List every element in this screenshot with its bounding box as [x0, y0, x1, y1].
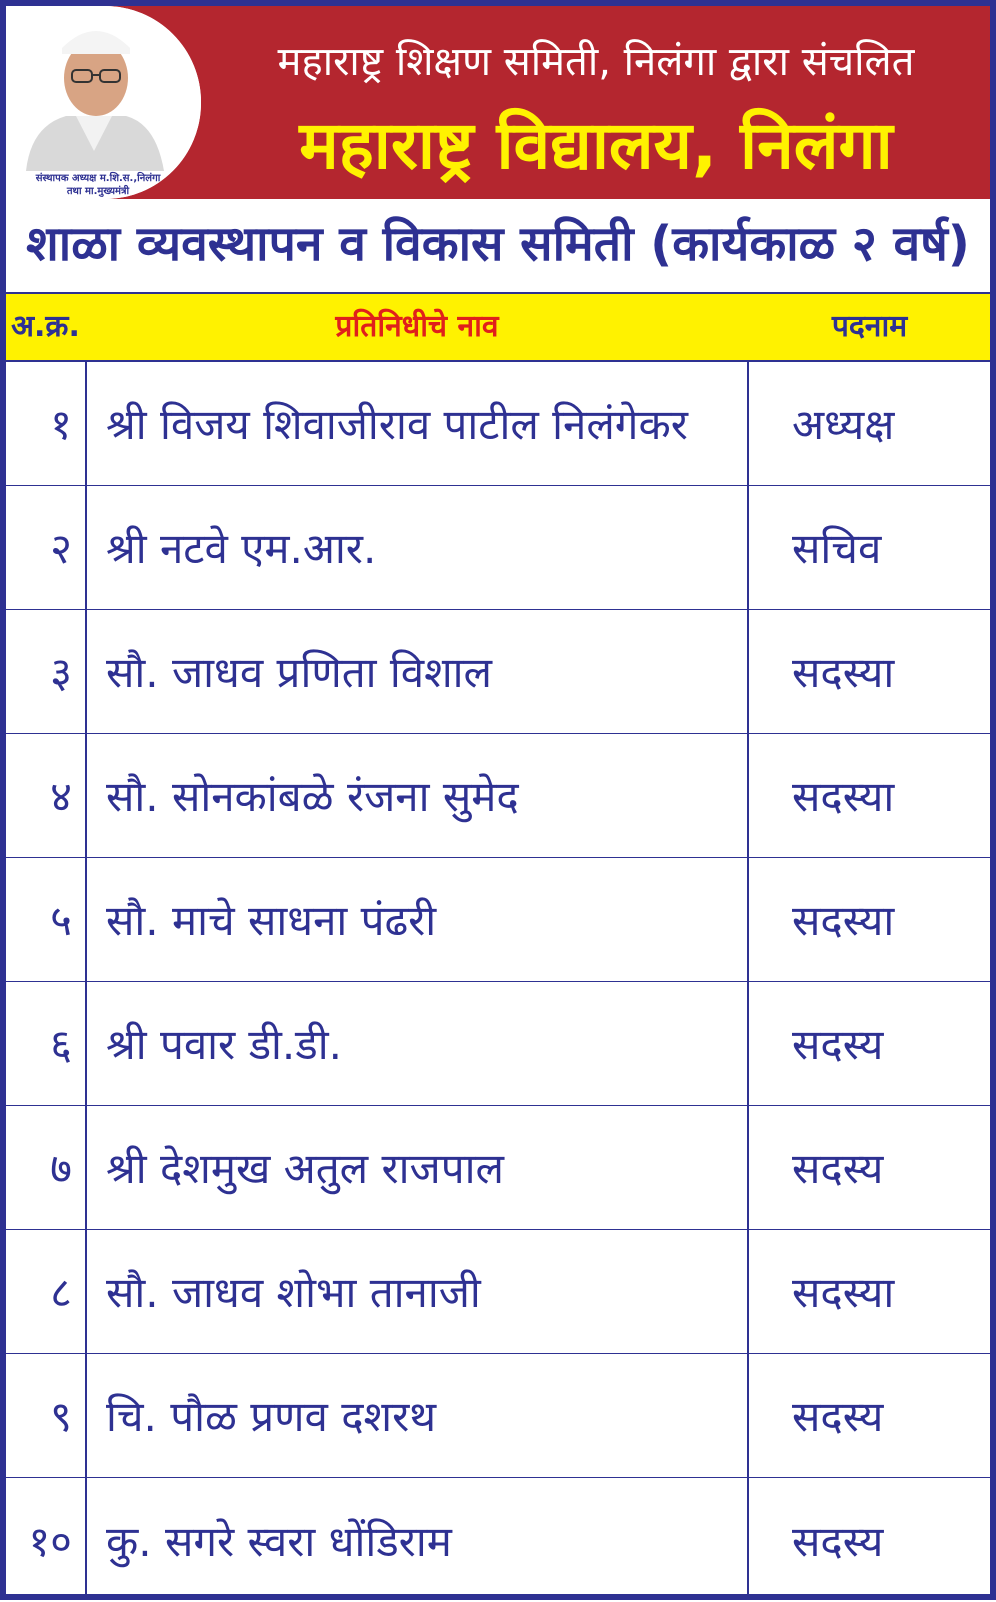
row-member-name: श्री विजय शिवाजीराव पाटील निलंगेकर [106, 400, 688, 449]
table-row [6, 486, 990, 610]
row-serial-no: २ [50, 524, 72, 573]
row-designation: सदस्या [792, 648, 895, 697]
founder-photo [6, 6, 201, 199]
row-serial-no: ७ [50, 1144, 72, 1193]
row-designation: सदस्या [792, 896, 895, 945]
row-member-name: श्री देशमुख अतुल राजपाल [106, 1144, 504, 1193]
header-banner [6, 6, 990, 199]
row-serial-no: ९ [50, 1392, 72, 1441]
row-member-name: सौ. माचे साधना पंढरी [106, 896, 437, 945]
founder-portrait-image [6, 6, 201, 199]
row-serial-no: ६ [50, 1020, 72, 1069]
row-member-name: सौ. सोनकांबळे रंजना सुमेद [106, 772, 519, 821]
header-designation: पदनाम [831, 309, 908, 344]
table-row [6, 1106, 990, 1230]
table-row [6, 858, 990, 982]
row-member-name: चि. पौळ प्रणव दशरथ [106, 1392, 437, 1441]
table-row [6, 1230, 990, 1354]
header-name: प्रतिनिधीचे नाव [335, 309, 499, 344]
row-member-name: श्री पवार डी.डी. [106, 1020, 342, 1069]
row-designation: अध्यक्ष [792, 400, 895, 449]
row-member-name: सौ. जाधव प्रणिता विशाल [106, 648, 493, 697]
photo-caption-line2: तथा मा.मुख्यमंत्री [66, 186, 130, 197]
row-serial-no: ५ [50, 896, 72, 945]
table-row [6, 610, 990, 734]
school-title: महाराष्ट्र विद्यालय, निलंगा [299, 107, 893, 184]
row-serial-no: १ [50, 400, 72, 449]
banner-subtitle: महाराष्ट्र शिक्षण समिती, निलंगा द्वारा संचलित [277, 39, 915, 85]
table-row [6, 734, 990, 858]
row-serial-no: १० [28, 1516, 72, 1566]
row-designation: सदस्या [792, 1268, 895, 1317]
row-designation: सदस्य [792, 1020, 884, 1069]
row-designation: सदस्य [792, 1144, 884, 1193]
row-serial-no: ३ [50, 648, 72, 697]
table-row [6, 1354, 990, 1478]
row-designation: सदस्य [792, 1392, 884, 1441]
photo-caption-line1: संस्थापक अध्यक्ष म.शि.स.,निलंगा [35, 173, 161, 184]
row-member-name: सौ. जाधव शोभा तानाजी [106, 1268, 481, 1317]
table-row [6, 1478, 990, 1602]
table-header [6, 292, 990, 362]
table-row [6, 362, 990, 486]
row-member-name: श्री नटवे एम.आर. [106, 524, 377, 573]
table-row [6, 982, 990, 1106]
row-serial-no: ८ [50, 1268, 72, 1317]
header-serial-no: अ.क्र. [11, 309, 80, 344]
row-designation: सचिव [792, 524, 882, 573]
row-designation: सदस्य [792, 1516, 884, 1566]
row-serial-no: ४ [50, 772, 72, 821]
row-member-name: कु. सगरे स्वरा धोंडिराम [106, 1516, 452, 1566]
row-designation: सदस्या [792, 772, 895, 821]
committee-title: शाळा व्यवस्थापन व विकास समिती (कार्यकाळ २ वर्ष) [26, 216, 970, 272]
